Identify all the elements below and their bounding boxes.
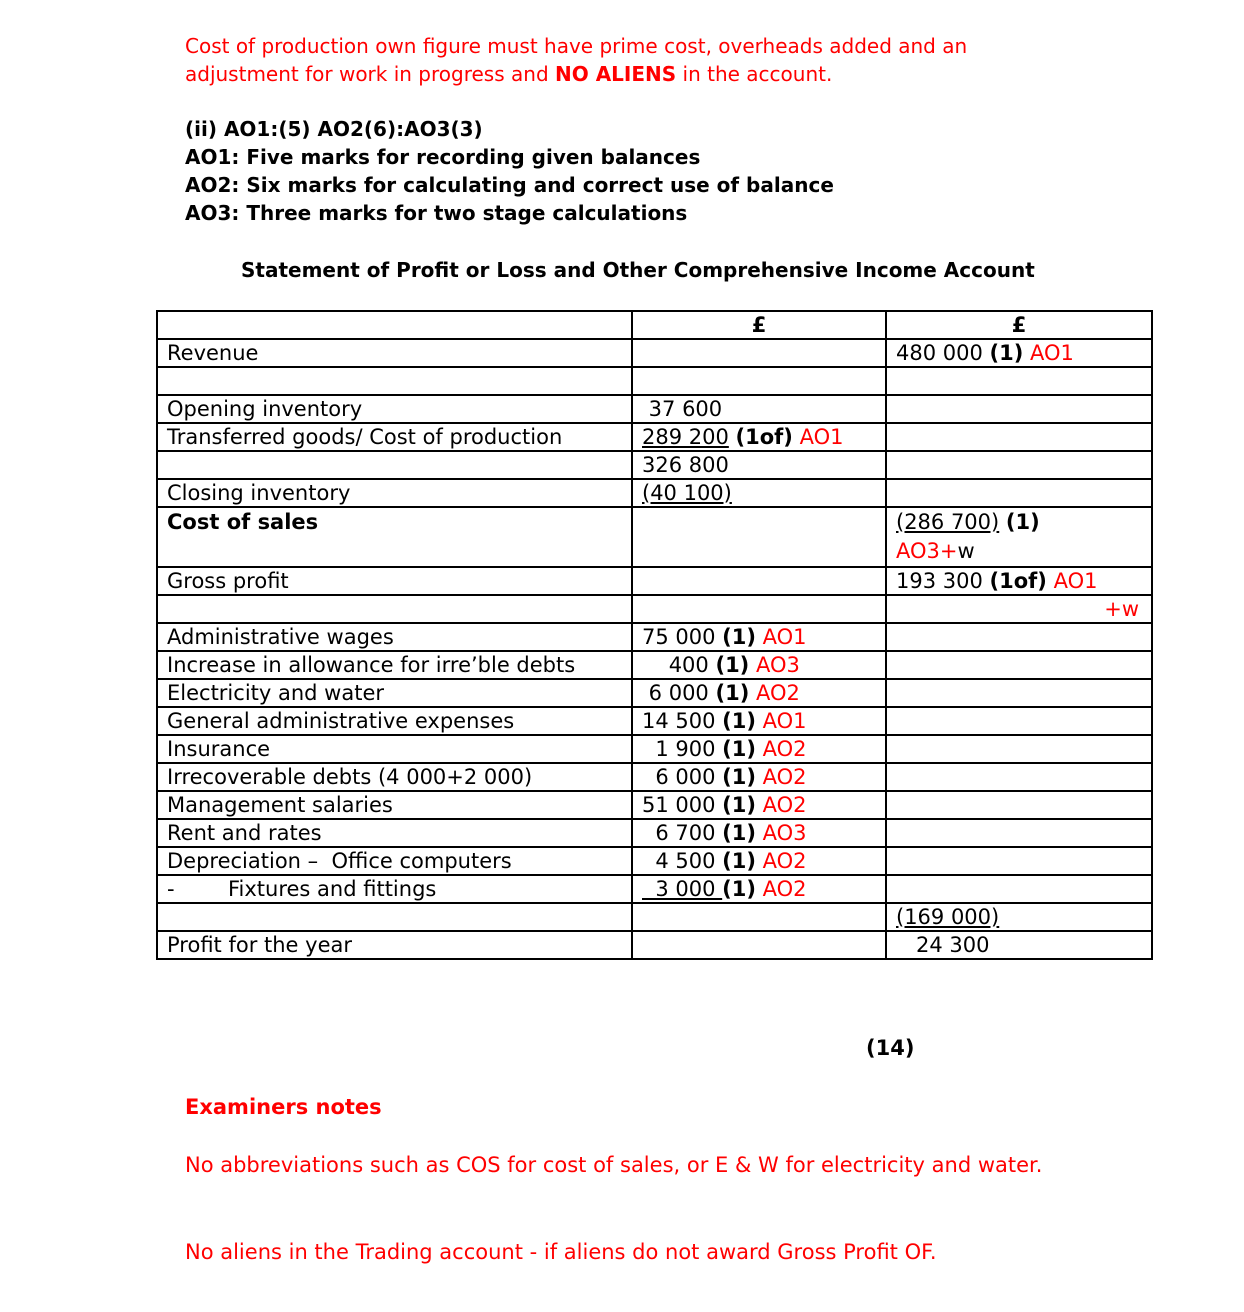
ao-mark-code: AO2 [755, 737, 807, 761]
ao-mark-code: AO3+ [896, 539, 958, 563]
no-aliens-emphasis: NO ALIENS [555, 62, 677, 86]
row-label [157, 395, 632, 423]
cell-text: 193 300 [896, 569, 990, 593]
amount-column-2 [886, 423, 1152, 451]
header-currency-2: £ [886, 311, 1152, 339]
row-label [157, 791, 632, 819]
amount-column-2 [886, 707, 1152, 735]
amount-column-1 [632, 595, 886, 623]
cell-text: Revenue [167, 341, 259, 365]
mark-award: (1) [715, 681, 750, 705]
table-row [157, 763, 1152, 791]
cell-text: (40 100) [642, 481, 732, 505]
cell-text [999, 510, 1006, 534]
mark-award: (1) [722, 821, 756, 845]
cell-text: Increase in allowance for irre’ble debts [167, 653, 576, 677]
table-row [157, 567, 1152, 595]
amount-column-1 [632, 847, 886, 875]
row-label [157, 423, 632, 451]
cell-text: 14 500 [642, 709, 723, 733]
table-row [157, 735, 1152, 763]
cell-text [729, 425, 736, 449]
row-label [157, 595, 632, 623]
cell-text: w [957, 539, 975, 563]
table-row [157, 791, 1152, 819]
mark-award: (1) [989, 341, 1024, 365]
row-label [157, 875, 632, 903]
cell-text: Closing inventory [167, 481, 351, 505]
amount-column-2 [886, 395, 1152, 423]
row-label [157, 451, 632, 479]
intro-text: adjustment for work in progress and [185, 62, 555, 86]
row-label [157, 707, 632, 735]
mark-award: (1) [722, 709, 756, 733]
amount-column-2 [886, 567, 1152, 595]
cell-text: (286 700) [896, 510, 1000, 534]
amount-column-2 [886, 819, 1152, 847]
amount-column-1 [632, 903, 886, 931]
cell-text: Rent and rates [167, 821, 322, 845]
amount-column-1 [632, 931, 886, 959]
ao-summary: (ii) AO1:(5) AO2(6):AO3(3) [185, 117, 483, 141]
table-row [157, 395, 1152, 423]
amount-column-2 [886, 875, 1152, 903]
mark-award: (1of) [989, 569, 1047, 593]
table-row [157, 507, 1152, 567]
mark-award: (1) [722, 793, 756, 817]
amount-column-2 [886, 763, 1152, 791]
amount-column-1 [632, 623, 886, 651]
header-description [157, 311, 632, 339]
amount-column-2 [886, 735, 1152, 763]
ao-mark-code: AO1 [1046, 569, 1098, 593]
amount-column-1 [632, 339, 886, 367]
table-row [157, 679, 1152, 707]
table-row [157, 367, 1152, 395]
amount-column-2 [886, 507, 1152, 567]
ao-mark-code: AO2 [755, 765, 807, 789]
amount-column-1 [632, 875, 886, 903]
row-label [157, 763, 632, 791]
ao3-description: AO3: Three marks for two stage calculations [185, 201, 688, 225]
ao-mark-code: AO1 [792, 425, 844, 449]
examiners-note-2: No aliens in the Trading account - if aliens do not award Gross Profit OF. [185, 1240, 937, 1264]
table-row [157, 707, 1152, 735]
amount-column-1 [632, 679, 886, 707]
ao-mark-code: AO3 [755, 821, 807, 845]
cell-text: Insurance [167, 737, 271, 761]
mark-award: (1) [722, 737, 756, 761]
cell-text: 1 900 [642, 737, 723, 761]
amount-column-1 [632, 567, 886, 595]
amount-column-2 [886, 479, 1152, 507]
amount-column-2 [886, 651, 1152, 679]
row-label [157, 903, 632, 931]
amount-column-2 [886, 595, 1152, 623]
intro-text-end: in the account. [676, 62, 833, 86]
cell-text: Depreciation – Office computers [167, 849, 512, 873]
mark-award: (1) [715, 653, 750, 677]
ao-mark-code: AO3 [749, 653, 800, 677]
mark-award: (1) [722, 625, 756, 649]
ao-mark-code: AO2 [755, 877, 807, 901]
cell-text: 51 000 [642, 793, 723, 817]
table-row [157, 423, 1152, 451]
row-label [157, 651, 632, 679]
amount-column-1 [632, 763, 886, 791]
cell-text: 3 000 [642, 877, 723, 901]
cell-text: 75 000 [642, 625, 723, 649]
cell-text: 6 700 [642, 821, 723, 845]
row-label [157, 479, 632, 507]
ao-mark-code: AO1 [755, 709, 807, 733]
ao-mark-code: AO2 [749, 681, 800, 705]
amount-column-2 [886, 791, 1152, 819]
amount-column-1 [632, 451, 886, 479]
row-label [157, 623, 632, 651]
row-label [157, 367, 632, 395]
cell-text: Management salaries [167, 793, 393, 817]
amount-column-1 [632, 735, 886, 763]
mark-award: (1of) [735, 425, 793, 449]
amount-column-1 [632, 423, 886, 451]
row-label [157, 819, 632, 847]
ao-mark-code: AO1 [755, 625, 807, 649]
ao2-description: AO2: Six marks for calculating and correct use of balance [185, 173, 834, 197]
amount-column-1 [632, 507, 886, 567]
total-marks: (14) [866, 1036, 915, 1060]
amount-column-2 [886, 339, 1152, 367]
table-row [157, 931, 1152, 959]
cell-text: 6 000 [642, 681, 716, 705]
cell-text: 400 [642, 653, 716, 677]
table-row [157, 847, 1152, 875]
amount-column-1 [632, 479, 886, 507]
ao-mark-code: AO1 [1023, 341, 1074, 365]
examiners-note-1: No abbreviations such as COS for cost of sales, or E & W for electricity and water. [185, 1153, 1043, 1177]
intro-line-2 [185, 60, 967, 88]
cell-text: Gross profit [167, 569, 289, 593]
cell-text: 24 300 [896, 933, 990, 957]
cell-text: (169 000) [896, 905, 1000, 929]
amount-column-2 [886, 679, 1152, 707]
cell-text: Transferred goods/ Cost of production [167, 425, 563, 449]
ao-mark-code: AO2 [755, 849, 807, 873]
table-row [157, 451, 1152, 479]
amount-column-2 [886, 903, 1152, 931]
mark-award: (1) [1005, 510, 1040, 534]
intro-note [185, 32, 967, 88]
header-row [157, 311, 1152, 339]
cell-text: Profit for the year [167, 933, 352, 957]
cell-text: Electricity and water [167, 681, 385, 705]
cell-text: 480 000 [896, 341, 990, 365]
table-row [157, 651, 1152, 679]
assessment-objectives [185, 115, 834, 227]
row-label [157, 567, 632, 595]
row-label [157, 679, 632, 707]
mark-award: (1) [722, 849, 756, 873]
amount-column-2 [886, 623, 1152, 651]
table-row [157, 875, 1152, 903]
income-statement-table [156, 310, 1153, 960]
amount-column-2 [886, 847, 1152, 875]
cell-text: Irrecoverable debts (4 000+2 000) [167, 765, 533, 789]
cell-text: 326 800 [642, 453, 729, 477]
table-row [157, 903, 1152, 931]
row-label [157, 931, 632, 959]
intro-line-1: Cost of production own figure must have prime cost, overheads added and an [185, 34, 968, 58]
row-label [157, 507, 632, 567]
ao1-description: AO1: Five marks for recording given balances [185, 145, 701, 169]
ao-mark-code: +w [1104, 597, 1139, 621]
cell-text: General administrative expenses [167, 709, 515, 733]
table-row [157, 479, 1152, 507]
mark-award: (1) [722, 765, 756, 789]
cell-text: 4 500 [642, 849, 723, 873]
cell-text: Administrative wages [167, 625, 394, 649]
amount-column-1 [632, 707, 886, 735]
cell-text: 6 000 [642, 765, 723, 789]
table-row [157, 339, 1152, 367]
amount-column-2 [886, 931, 1152, 959]
row-label [157, 339, 632, 367]
amount-column-1 [632, 367, 886, 395]
amount-column-1 [632, 651, 886, 679]
amount-column-2 [886, 367, 1152, 395]
cell-text: - Fixtures and fittings [167, 877, 437, 901]
table-row [157, 623, 1152, 651]
header-currency-1: £ [632, 311, 886, 339]
cell-text: Opening inventory [167, 397, 363, 421]
row-label [157, 847, 632, 875]
cell-text: 289 200 [642, 425, 729, 449]
ao-mark-code: AO2 [755, 793, 807, 817]
statement-title: Statement of Profit or Loss and Other Comprehensive Income Account [241, 258, 1035, 282]
examiners-notes-heading: Examiners notes [185, 1095, 382, 1119]
table-row [157, 595, 1152, 623]
mark-award: Cost of sales [167, 510, 319, 534]
cell-text: 37 600 [642, 397, 723, 421]
mark-award: (1) [722, 877, 756, 901]
amount-column-2 [886, 451, 1152, 479]
amount-column-1 [632, 791, 886, 819]
row-label [157, 735, 632, 763]
amount-column-1 [632, 395, 886, 423]
table-row [157, 819, 1152, 847]
amount-column-1 [632, 819, 886, 847]
